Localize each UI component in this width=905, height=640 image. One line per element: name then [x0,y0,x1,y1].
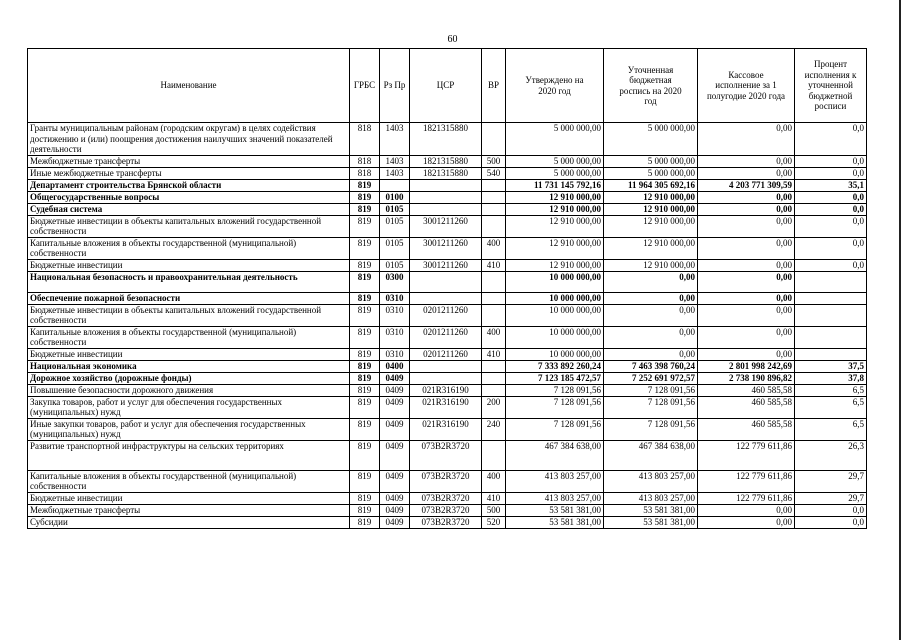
cell-csr [410,179,482,191]
cell-vr: 400 [482,237,506,259]
cell-percent: 0,0 [795,215,867,237]
cell-name: Гранты муниципальным районам (городским округам) в целях содействия достижению и (или) поощрения достижения наилучших значений показателей деятельности [28,123,350,156]
cell-percent: 0,0 [795,203,867,215]
cell-csr: 0201211260 [410,348,482,360]
cell-vr: 400 [482,470,506,492]
cell-approved: 10 000 000,00 [506,292,604,304]
page-number: 60 [447,34,458,45]
cell-name: Дорожное хозяйство (дорожные фонды) [28,372,350,384]
cell-revised: 11 964 305 692,16 [604,179,698,191]
cell-vr [482,372,506,384]
cell-revised: 413 803 257,00 [604,470,698,492]
cell-grbs: 818 [350,123,380,156]
table-row [28,271,867,292]
cell-percent: 6,5 [795,396,867,418]
cell-grbs: 819 [350,326,380,348]
cell-cash: 0,00 [698,215,795,237]
cell-vr [482,384,506,396]
header-rzpr: Рз Пр [380,49,410,123]
cell-cash: 0,00 [698,504,795,516]
cell-revised: 467 384 638,00 [604,440,698,470]
table-row [28,203,867,215]
cell-csr: 073B2R3720 [410,470,482,492]
cell-cash: 460 585,58 [698,384,795,396]
cell-revised: 7 463 398 760,24 [604,360,698,372]
table-row [28,384,867,396]
cell-cash: 0,00 [698,237,795,259]
cell-approved: 5 000 000,00 [506,123,604,156]
cell-percent: 0,0 [795,516,867,528]
cell-grbs: 819 [350,259,380,271]
cell-percent [795,348,867,360]
cell-name: Общегосударственные вопросы [28,191,350,203]
table-row [28,304,867,326]
cell-approved: 10 000 000,00 [506,348,604,360]
cell-percent: 0,0 [795,237,867,259]
cell-percent: 0,0 [795,259,867,271]
cell-grbs: 819 [350,237,380,259]
table-row [28,470,867,492]
cell-approved: 53 581 381,00 [506,504,604,516]
cell-rzpr: 1403 [380,123,410,156]
header-revised: Уточненная бюджетная роспись на 2020 год [604,49,698,123]
cell-cash: 4 203 771 309,59 [698,179,795,191]
cell-cash: 0,00 [698,167,795,179]
cell-percent: 0,0 [795,155,867,167]
table-header-row [28,49,867,123]
cell-vr [482,440,506,470]
cell-csr [410,271,482,292]
cell-csr: 1821315880 [410,167,482,179]
cell-grbs: 819 [350,492,380,504]
cell-cash: 0,00 [698,304,795,326]
cell-vr [482,203,506,215]
cell-grbs: 819 [350,384,380,396]
cell-revised: 0,00 [604,271,698,292]
cell-cash: 0,00 [698,271,795,292]
cell-approved: 11 731 145 792,16 [506,179,604,191]
cell-grbs: 819 [350,191,380,203]
cell-revised: 0,00 [604,326,698,348]
table-row [28,396,867,418]
cell-csr: 3001211260 [410,259,482,271]
cell-rzpr: 1403 [380,155,410,167]
cell-vr: 240 [482,418,506,440]
table-row [28,326,867,348]
cell-name: Межбюджетные трансферты [28,504,350,516]
header-vr: ВР [482,49,506,123]
cell-rzpr: 0409 [380,384,410,396]
cell-revised: 413 803 257,00 [604,492,698,504]
cell-percent: 6,5 [795,384,867,396]
cell-percent: 26,3 [795,440,867,470]
cell-grbs: 819 [350,215,380,237]
cell-name: Развитие транспортной инфраструктуры на сельских территориях [28,440,350,470]
cell-revised: 53 581 381,00 [604,504,698,516]
cell-vr: 410 [482,259,506,271]
table-row [28,179,867,191]
table-row [28,348,867,360]
cell-rzpr: 0310 [380,326,410,348]
cell-cash: 122 779 611,86 [698,470,795,492]
cell-revised: 53 581 381,00 [604,516,698,528]
cell-vr [482,191,506,203]
cell-vr: 520 [482,516,506,528]
table-row [28,191,867,203]
cell-vr: 500 [482,504,506,516]
cell-rzpr: 0409 [380,516,410,528]
cell-name: Субсидии [28,516,350,528]
cell-revised: 7 128 091,56 [604,396,698,418]
header-cash: Кассовое исполнение за 1 полугодие 2020 года [698,49,795,123]
cell-cash: 0,00 [698,516,795,528]
cell-vr [482,271,506,292]
cell-revised: 12 910 000,00 [604,259,698,271]
cell-cash: 0,00 [698,123,795,156]
cell-grbs: 819 [350,304,380,326]
cell-vr [482,304,506,326]
cell-vr: 410 [482,492,506,504]
cell-grbs: 819 [350,203,380,215]
cell-name: Повышение безопасности дорожного движения [28,384,350,396]
cell-vr [482,292,506,304]
cell-revised: 5 000 000,00 [604,167,698,179]
cell-grbs: 818 [350,155,380,167]
cell-percent: 0,0 [795,191,867,203]
cell-vr: 500 [482,155,506,167]
cell-approved: 7 123 185 472,57 [506,372,604,384]
table-row [28,360,867,372]
cell-csr: 1821315880 [410,155,482,167]
cell-name: Бюджетные инвестиции в объекты капитальных вложений государственной собственности [28,304,350,326]
cell-grbs: 819 [350,271,380,292]
cell-percent: 0,0 [795,123,867,156]
cell-csr: 021R316190 [410,418,482,440]
cell-approved: 467 384 638,00 [506,440,604,470]
page-edge-line [899,0,901,640]
cell-grbs: 819 [350,396,380,418]
cell-cash: 460 585,58 [698,396,795,418]
cell-name: Капитальные вложения в объекты государственной (муниципальной) собственности [28,237,350,259]
header-name: Наименование [28,49,350,123]
cell-grbs: 819 [350,504,380,516]
cell-rzpr: 0310 [380,292,410,304]
cell-csr: 1821315880 [410,123,482,156]
table-row [28,292,867,304]
cell-rzpr: 0400 [380,360,410,372]
budget-table [27,48,867,529]
cell-vr: 400 [482,326,506,348]
cell-name: Закупка товаров, работ и услуг для обеспечения государственных (муниципальных) нужд [28,396,350,418]
cell-csr: 0201211260 [410,326,482,348]
cell-rzpr: 0105 [380,215,410,237]
cell-rzpr: 0105 [380,237,410,259]
table-row [28,372,867,384]
cell-revised: 7 128 091,56 [604,418,698,440]
cell-grbs: 818 [350,167,380,179]
cell-percent: 29,7 [795,470,867,492]
cell-rzpr [380,179,410,191]
table-row [28,215,867,237]
cell-percent: 6,5 [795,418,867,440]
cell-approved: 10 000 000,00 [506,326,604,348]
header-percent: Процент исполнения к уточненной бюджетной росписи [795,49,867,123]
cell-name: Национальная безопасность и правоохранительная деятельность [28,271,350,292]
table-row [28,440,867,470]
cell-vr [482,123,506,156]
table-row [28,492,867,504]
cell-cash: 0,00 [698,348,795,360]
cell-percent [795,326,867,348]
header-grbs: ГРБС [350,49,380,123]
cell-vr: 410 [482,348,506,360]
cell-approved: 7 128 091,56 [506,384,604,396]
cell-rzpr: 0310 [380,348,410,360]
cell-rzpr: 1403 [380,167,410,179]
cell-revised: 12 910 000,00 [604,237,698,259]
cell-grbs: 819 [350,440,380,470]
table-row [28,167,867,179]
cell-rzpr: 0409 [380,504,410,516]
cell-cash: 0,00 [698,292,795,304]
cell-vr: 200 [482,396,506,418]
cell-csr: 073B2R3720 [410,504,482,516]
cell-approved: 12 910 000,00 [506,191,604,203]
cell-cash: 0,00 [698,203,795,215]
cell-revised: 0,00 [604,292,698,304]
cell-approved: 413 803 257,00 [506,492,604,504]
cell-name: Судебная система [28,203,350,215]
cell-csr: 0201211260 [410,304,482,326]
cell-rzpr: 0409 [380,470,410,492]
cell-vr: 540 [482,167,506,179]
cell-csr [410,372,482,384]
cell-csr: 3001211260 [410,237,482,259]
cell-revised: 12 910 000,00 [604,191,698,203]
cell-percent: 0,0 [795,504,867,516]
cell-name: Капитальные вложения в объекты государственной (муниципальной) собственности [28,326,350,348]
cell-rzpr: 0409 [380,396,410,418]
cell-grbs: 819 [350,179,380,191]
cell-name: Обеспечение пожарной безопасности [28,292,350,304]
cell-cash: 2 801 998 242,69 [698,360,795,372]
cell-csr [410,360,482,372]
cell-rzpr: 0105 [380,259,410,271]
cell-name: Бюджетные инвестиции [28,492,350,504]
cell-grbs: 819 [350,470,380,492]
cell-approved: 10 000 000,00 [506,271,604,292]
cell-cash: 0,00 [698,259,795,271]
table-row [28,418,867,440]
cell-revised: 7 128 091,56 [604,384,698,396]
cell-csr: 073B2R3720 [410,516,482,528]
cell-cash: 0,00 [698,155,795,167]
cell-rzpr: 0105 [380,203,410,215]
cell-percent [795,271,867,292]
cell-revised: 0,00 [604,304,698,326]
cell-percent: 35,1 [795,179,867,191]
cell-csr: 3001211260 [410,215,482,237]
cell-approved: 12 910 000,00 [506,203,604,215]
cell-approved: 5 000 000,00 [506,155,604,167]
cell-approved: 7 128 091,56 [506,418,604,440]
cell-name: Межбюджетные трансферты [28,155,350,167]
cell-approved: 7 128 091,56 [506,396,604,418]
cell-vr [482,360,506,372]
cell-name: Национальная экономика [28,360,350,372]
table-row [28,123,867,156]
cell-revised: 5 000 000,00 [604,123,698,156]
table-row [28,155,867,167]
cell-approved: 7 333 892 260,24 [506,360,604,372]
cell-csr [410,203,482,215]
cell-cash: 122 779 611,86 [698,492,795,504]
cell-cash: 0,00 [698,326,795,348]
cell-rzpr: 0409 [380,440,410,470]
cell-rzpr: 0300 [380,271,410,292]
cell-percent: 37,5 [795,360,867,372]
cell-grbs: 819 [350,418,380,440]
cell-csr: 073B2R3720 [410,440,482,470]
cell-cash: 0,00 [698,191,795,203]
cell-cash: 2 738 190 896,82 [698,372,795,384]
cell-approved: 10 000 000,00 [506,304,604,326]
cell-csr: 021R316190 [410,396,482,418]
cell-revised: 12 910 000,00 [604,203,698,215]
cell-approved: 413 803 257,00 [506,470,604,492]
cell-grbs: 819 [350,516,380,528]
cell-rzpr: 0100 [380,191,410,203]
cell-csr [410,191,482,203]
cell-revised: 5 000 000,00 [604,155,698,167]
cell-grbs: 819 [350,348,380,360]
cell-revised: 7 252 691 972,57 [604,372,698,384]
cell-vr [482,179,506,191]
cell-revised: 0,00 [604,348,698,360]
cell-grbs: 819 [350,292,380,304]
cell-approved: 12 910 000,00 [506,259,604,271]
cell-csr: 021R316190 [410,384,482,396]
cell-approved: 53 581 381,00 [506,516,604,528]
cell-vr [482,215,506,237]
cell-approved: 12 910 000,00 [506,215,604,237]
cell-name: Иные межбюджетные трансферты [28,167,350,179]
cell-name: Департамент строительства Брянской области [28,179,350,191]
table-row [28,237,867,259]
cell-percent: 29,7 [795,492,867,504]
cell-cash: 122 779 611,86 [698,440,795,470]
cell-rzpr: 0409 [380,372,410,384]
cell-approved: 12 910 000,00 [506,237,604,259]
cell-percent [795,292,867,304]
cell-percent [795,304,867,326]
cell-approved: 5 000 000,00 [506,167,604,179]
cell-percent: 0,0 [795,167,867,179]
cell-name: Капитальные вложения в объекты государственной (муниципальной) собственности [28,470,350,492]
cell-csr: 073B2R3720 [410,492,482,504]
cell-cash: 460 585,58 [698,418,795,440]
table-body [28,123,867,529]
header-csr: ЦСР [410,49,482,123]
table-row [28,516,867,528]
cell-rzpr: 0409 [380,418,410,440]
header-approved: Утверждено на 2020 год [506,49,604,123]
table-row [28,259,867,271]
cell-percent: 37,8 [795,372,867,384]
cell-grbs: 819 [350,360,380,372]
cell-name: Бюджетные инвестиции [28,348,350,360]
table-row [28,504,867,516]
cell-rzpr: 0310 [380,304,410,326]
cell-name: Бюджетные инвестиции в объекты капитальных вложений государственной собственности [28,215,350,237]
cell-name: Бюджетные инвестиции [28,259,350,271]
cell-revised: 12 910 000,00 [604,215,698,237]
cell-grbs: 819 [350,372,380,384]
cell-csr [410,292,482,304]
cell-name: Иные закупки товаров, работ и услуг для обеспечения государственных (муниципальных) нужд [28,418,350,440]
cell-rzpr: 0409 [380,492,410,504]
